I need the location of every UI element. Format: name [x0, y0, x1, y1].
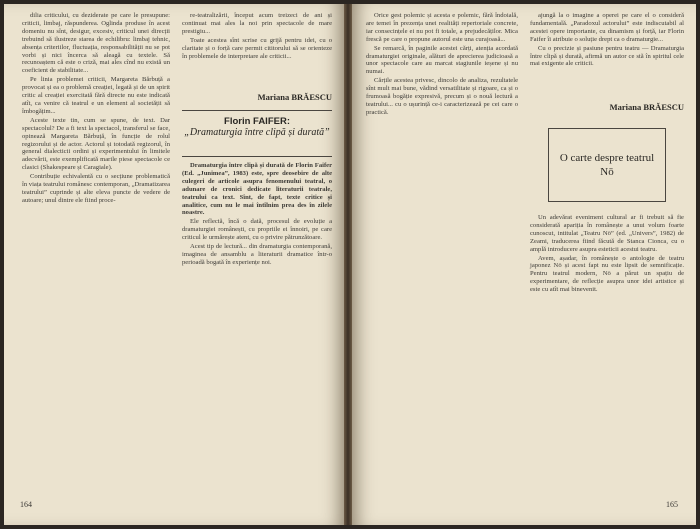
right-col2-para-1: ajungă la o imagine a operei pe care el o consideră fundamentală. „Paradoxul actorului” este indiscutabil al acestei opere importante, cu dinamism și forță, iar Florin Faifer îi atribuie o soluție drept ca o dramaturgie... [530, 12, 684, 43]
article-para-1: Dramaturgia între clipă și durată de Florin Faifer (Ed. „Junimea”, 1983) este, spre deosebire de alte culegeri de articole asupra fenomenului teatral, o adunare de cronici dedicate literaturii teatrale, teatrului ca text. Sînt, de fapt, texte critice și analitice, cum nu le mai întîlnim prea des în zilele noastre. [182, 162, 332, 217]
left-signature: Mariana BRĂESCU [257, 92, 332, 102]
right-column-2-top [530, 12, 684, 69]
left-col2-para-1: re-teatralizării, început acum treizeci de ani și continuat mai ales la noi prin spectacole de mare prestigiu... [182, 12, 332, 35]
article-title: „Dramaturgia între clipă și durată” [184, 127, 330, 138]
left-column-1 [22, 12, 170, 206]
article-body [182, 162, 332, 268]
right-col1-para-2: Se remarcă, în paginile acestei cărți, atenția acordată dramaturgiei originale, alături de aprecierea judicioasă a unor spectacole care au marcat stagiunile ieșene și nu numai. [366, 44, 518, 76]
left-col1-para-3: Aceste texte tin, cum se spune, de text. Dar spectacolul? De a fi text la spectacol, transferul se face, opinează Margareta Bărbuță, în funcție de rolul regizorului și de actor. Actorul și totodată regizorul, în general dialecticii ordini și experimentului în limitele adecvării, este exemplificată marile piese spectacole ce clasici (Shakespeare și Caragiale). [22, 116, 170, 172]
right-column-2-bottom [530, 214, 684, 295]
right-col2-bottom-para-2: Avem, așadar, în românește o antologie de teatru japonez Nō și acest fapt nu este lipsit de semnificație. Pentru teatrul modern, Nō a părut un spațiu de experimentare, de reflecție asupra unor idei artistice și este cu atît mai binevenit. [530, 254, 684, 294]
right-col2-para-2: Cu o precizie și pasiune pentru teatru — Dramaturgia între clipă și durată, afirmă un autor ce stă în spiritul cele mai exigente ale criticii. [530, 44, 684, 68]
article-para-2: Ele reflectă, încă o dată, procesul de evoluție a dramaturgiei românești, cu propriile ei înnoiri, pe care criticul le urmărește atent, cu o privire pătrunzătoare. [182, 218, 332, 242]
page-number-right: 165 [666, 500, 678, 509]
article-top-rule [182, 110, 332, 111]
right-column-1 [366, 12, 518, 118]
article-bottom-rule [182, 156, 332, 157]
right-page [352, 4, 696, 525]
boxed-title-frame [548, 128, 666, 202]
article-author: Florin FAIFER: [224, 116, 290, 127]
right-col1-para-1: Orice gest polemic și acesta e polemic, fără îndoială, are temei în prezența unei realități repertoriale concrete, iar consecințele ei nu pot fi totale, a prejudecăților. Mica frescă pe care o propune autorul este una curajoasă... [366, 12, 518, 43]
book-gutter [344, 4, 352, 525]
article-header [182, 116, 332, 139]
right-col1-para-3: Cărțile acestea privesc, dincolo de analiza, rezultatele sînt mult mai bune, vădind versatilitate și rigoare, ca și o frumoasă bogăție expresivă, precum și o nouă lectură a teatrului... cu o ușurință ce-i caracterizează pe cei care o practică. [366, 77, 518, 116]
left-column-2-top [182, 12, 332, 61]
left-col1-para-1: dilia criticului, cu deziderate pe care le presupune: criticii, limbaj, răspunderea. Oglinda produse în acest domeniu nu sînt, desigur, excesiv, criticul unei direcții trebuind să ilustreze starea de echilibru: limbaj tehnic, absența criteriilor, fluctuația, responsabilității nu se pot vorbi și nici încerca să aleagă cu textele. Să recunoaștem că este o criză, mai ales cînd nu există un coeficient de stabilitate... [22, 12, 170, 75]
left-page [4, 4, 344, 525]
left-col1-para-2: Pe linia problemei criticii, Margareta Bărbuță a provocat și ea o problemă creației, legată și de un spirit critic al creației exercitată fără directe nu este indicată atît, ca venire că teatrul e un element al societății să îmbogățim... [22, 76, 170, 115]
article-para-3: Acest tip de lectură... din dramaturgia contemporană, imaginea de ansamblu a literaturii dramatice într-o perioadă bogată în experiențe noi. [182, 243, 332, 266]
left-col2-para-2: Toate acestea sînt scrise cu grijă pentru idei, cu o claritate și o forță care permit cititorului să se orienteze în problemele de interpretare ale criticii... [182, 36, 332, 60]
page-number-left: 164 [20, 500, 32, 509]
right-col2-bottom-para-1: Un adevărat eveniment cultural ar fi trebuit să fie considerată apariția în românește a unui volum foarte cunoscut, intitulat „Teatru Nō” (ed. „Univers”, 1982) de Zeami, traducerea fiind făcută de Stanca Cionca, cu o amplă introducere asupra esteticii acestui teatru. [530, 214, 684, 253]
boxed-title: O carte despre teatrul Nō [559, 152, 655, 178]
left-col1-para-4: Contribuție echivalentă cu o secțiune problematică în viața teatrului românesc contemporan, „Dramatizarea teatrului” cuprinde și alte eleva puncte de vedere de autoare; unul dintre ele fiind proce- [22, 173, 170, 204]
right-signature: Mariana BRĂESCU [609, 102, 684, 112]
